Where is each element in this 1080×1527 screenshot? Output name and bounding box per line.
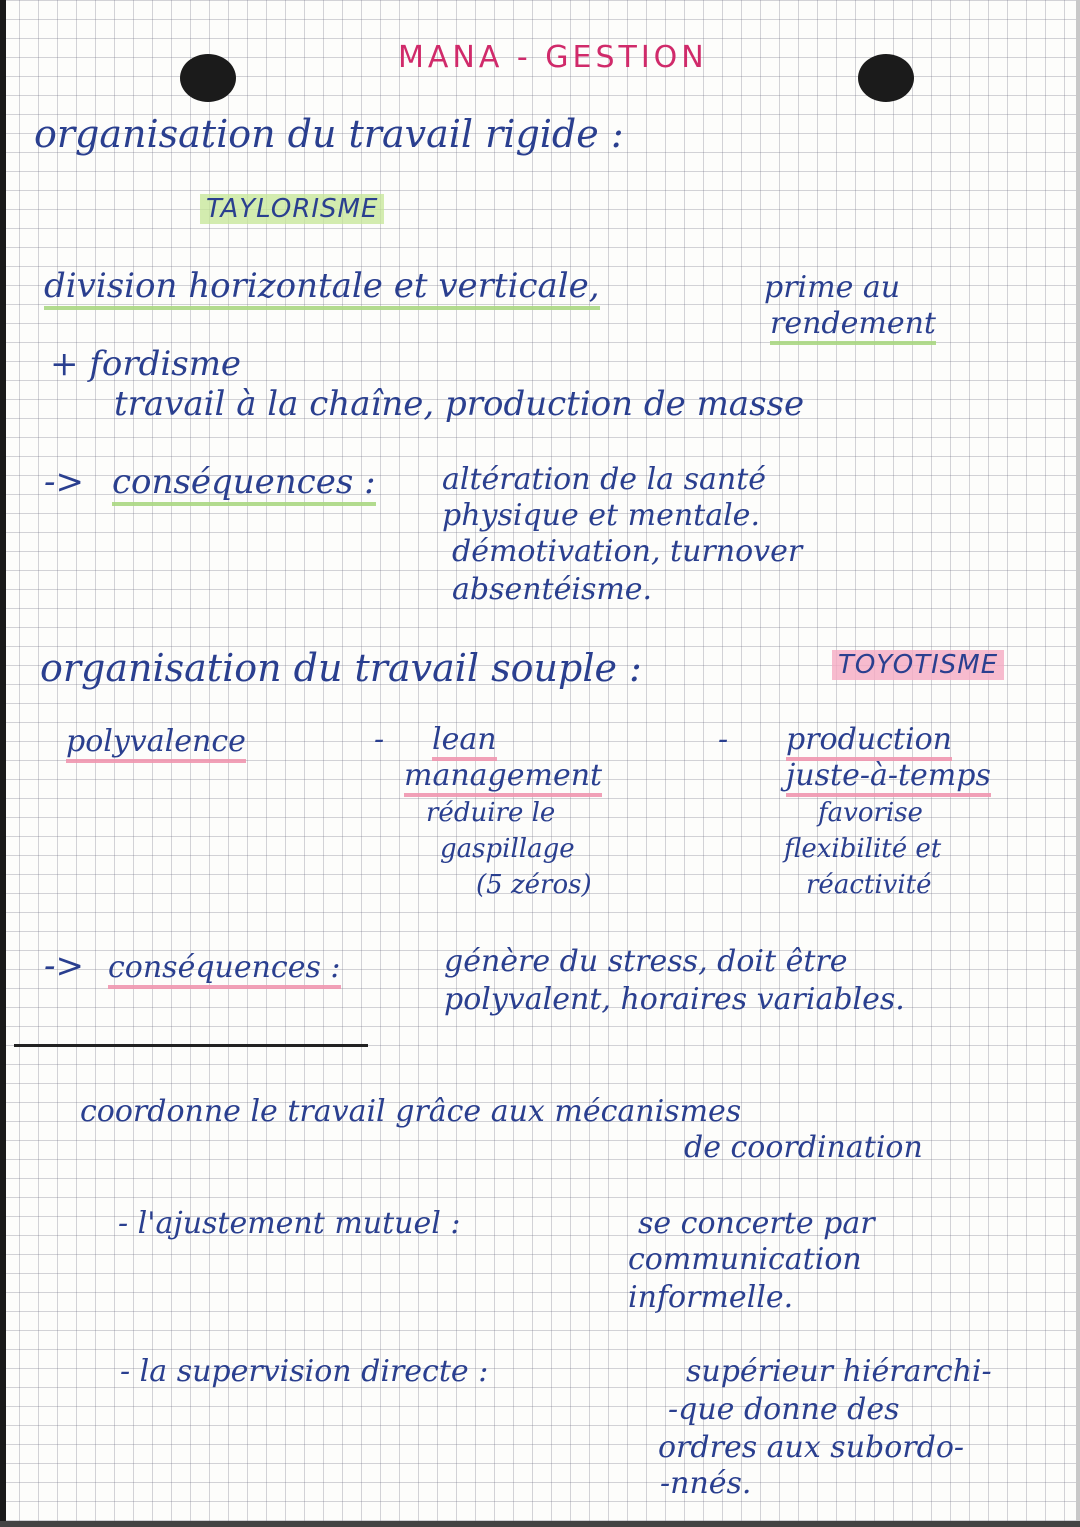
punch-hole-right <box>858 54 914 102</box>
label-toyotisme: TOYOTISME <box>832 650 1004 680</box>
taylor-line-1: division horizontale et verticale, <box>44 266 600 306</box>
consequence-rigid-4: absentéisme. <box>452 572 653 607</box>
jat-line-5: réactivité <box>806 870 932 900</box>
supervision-line-4: -nnés. <box>660 1466 752 1501</box>
heading-souple: organisation du travail souple : <box>40 646 642 690</box>
lean-line-1: lean <box>432 722 497 757</box>
page-right-edge <box>1076 0 1080 1527</box>
ajustement-line-3: informelle. <box>628 1280 794 1315</box>
supervision-line-1: supérieur hiérarchi- <box>686 1354 992 1389</box>
lean-line-2: management <box>404 758 602 793</box>
taylor-line-2: rendement <box>770 306 936 341</box>
label-polyvalence: polyvalence <box>66 724 246 759</box>
arrow-consequences-2: -> <box>44 946 84 986</box>
section-divider <box>14 1044 368 1047</box>
lean-line-4: gaspillage <box>440 834 575 864</box>
heading-rigid: organisation du travail rigide : <box>34 112 624 156</box>
supervision-line-3: ordres aux subordo- <box>658 1430 965 1465</box>
jat-line-3: favorise <box>818 798 923 828</box>
ajustement-line-1: se concerte par <box>638 1206 875 1241</box>
page-title: MANA - GESTION <box>398 40 708 75</box>
consequence-souple-2: polyvalent, horaires variables. <box>444 982 905 1017</box>
punch-hole-left <box>180 54 236 102</box>
coordination-intro-1: coordonne le travail grâce aux mécanismes <box>80 1094 742 1129</box>
label-ajustement-mutuel: - l'ajustement mutuel : <box>118 1206 461 1241</box>
arrow-consequences-1: -> <box>44 462 84 502</box>
ajustement-line-2: communication <box>628 1242 862 1277</box>
dash-2: - <box>718 722 729 757</box>
coordination-intro-2: de coordination <box>684 1130 923 1165</box>
lean-line-3: réduire le <box>426 798 556 828</box>
taylor-line-1b: prime au <box>764 270 901 305</box>
consequence-rigid-2: physique et mentale. <box>442 498 760 533</box>
label-taylorisme: TAYLORISME <box>200 194 384 224</box>
consequence-rigid-3: démotivation, turnover <box>452 534 803 569</box>
jat-line-4: flexibilité et <box>784 834 942 864</box>
jat-line-2: juste-à-temps <box>786 758 991 793</box>
label-supervision-directe: - la supervision directe : <box>120 1354 489 1389</box>
supervision-line-2: -que donne des <box>668 1392 900 1427</box>
consequence-souple-1: génère du stress, doit être <box>444 944 848 979</box>
jat-line-1: production <box>786 722 952 757</box>
consequence-rigid-1: altération de la santé <box>442 462 767 497</box>
lean-line-5: (5 zéros) <box>476 870 592 900</box>
label-consequences-2: conséquences : <box>108 950 341 985</box>
page-bottom-edge <box>0 1521 1080 1527</box>
dash-1: - <box>374 722 385 757</box>
page-left-edge <box>0 0 6 1527</box>
fordisme-detail: travail à la chaîne, production de masse <box>114 384 805 424</box>
label-consequences-1: conséquences : <box>112 462 376 502</box>
fordisme-label: + fordisme <box>50 344 242 384</box>
